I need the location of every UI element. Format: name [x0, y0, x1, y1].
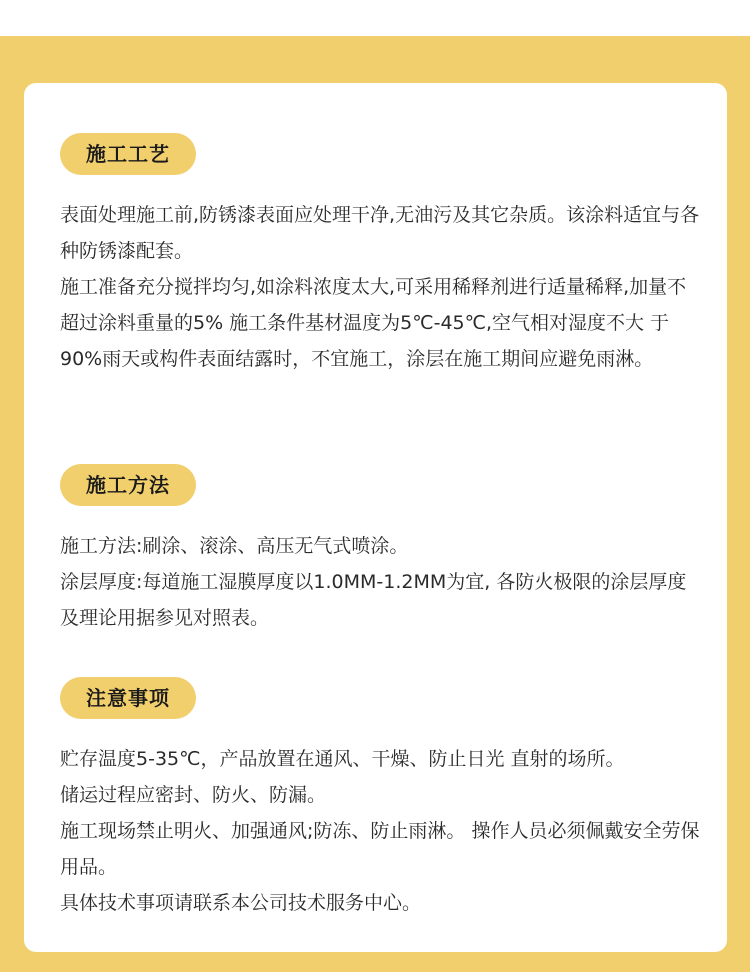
section-construction-process: [60, 133, 700, 377]
section-precautions: [60, 677, 700, 921]
paragraph: 施工方法:刷涂、滚涂、高压无气式喷涂。: [60, 535, 409, 557]
paragraph: 储运过程应密封、防火、防漏。: [60, 784, 327, 806]
content-card: [24, 83, 727, 952]
section-title: 注意事项: [60, 677, 196, 719]
paragraph: 表面处理施工前,防锈漆表面应处理干净,无油污及其它杂质。该涂料适宜与各种防锈漆配套。: [60, 204, 700, 262]
paragraph: 具体技术事项请联系本公司技术服务中心。: [60, 892, 422, 914]
section-body: [60, 197, 700, 377]
paragraph: 施工准备充分搅拌均匀,如涂料浓度太大,可采用稀释剂进行适量稀释,加量不超过涂料重量的5% 施工条件基材温度为5℃-45℃,空气相对湿度不大 于90%雨天或构件表面结露时，不宜施工，涂层在施工期间应避免雨淋。: [60, 276, 687, 370]
section-body: [60, 741, 700, 921]
section-construction-method: [60, 464, 700, 636]
section-body: [60, 528, 700, 636]
paragraph: 施工现场禁止明火、加强通风;防冻、防止雨淋。 操作人员必须佩戴安全劳保用品。: [60, 820, 700, 878]
top-margin: [0, 0, 750, 36]
section-title: 施工工艺: [60, 133, 196, 175]
paragraph: 涂层厚度:每道施工湿膜厚度以1.0MM-1.2MM为宜, 各防火极限的涂层厚度及理论用据参见对照表。: [60, 571, 687, 629]
section-title: 施工方法: [60, 464, 196, 506]
paragraph: 贮存温度5-35℃，产品放置在通风、干燥、防止日光 直射的场所。: [60, 748, 625, 770]
